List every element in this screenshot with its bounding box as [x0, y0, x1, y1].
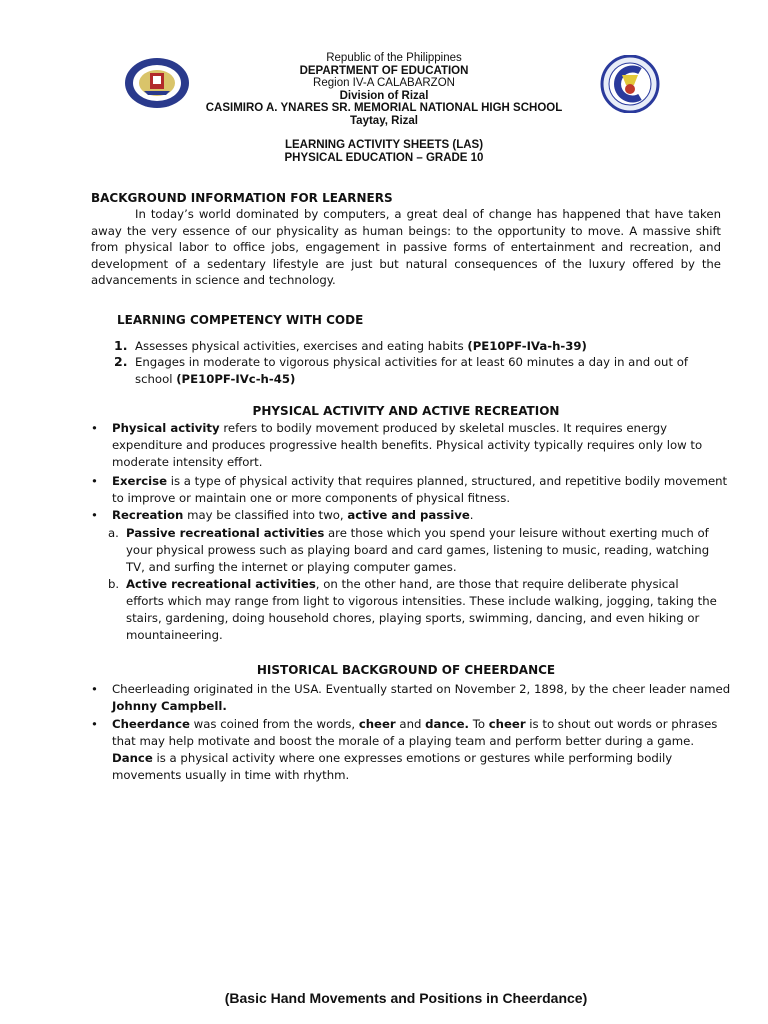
footer-title: (Basic Hand Movements and Positions in Cheerdance)	[224, 990, 588, 1006]
background-paragraph	[91, 206, 721, 289]
competency-item-1	[114, 338, 724, 355]
list-item	[91, 473, 731, 507]
sub-marker: a.	[108, 526, 119, 540]
header-department: DEPARTMENT OF EDUCATION	[299, 64, 469, 77]
sub-marker: b.	[108, 577, 120, 591]
definition: , on the other hand, are those that require deliberate physical efforts which may range from light to vigorous intensities. These include walking, jogging, taking the stairs, gardening, doing household chores, playing sports, swimming, dancing, and even hiking or mountaineering.	[126, 577, 717, 642]
term: cheer	[488, 717, 526, 731]
term: Dance	[112, 751, 153, 765]
competency-item-2	[114, 354, 724, 387]
sub-list-item	[108, 576, 718, 644]
list-item	[91, 420, 731, 471]
activity-heading: PHYSICAL ACTIVITY AND ACTIVE RECREATION	[252, 404, 560, 418]
competency-heading: LEARNING COMPETENCY WITH CODE	[117, 313, 364, 327]
header-division: Division of Rizal	[339, 89, 429, 102]
list-item	[91, 681, 731, 715]
text: is a physical activity where one expresses emotions or gestures while performing bodily movements usually in time with rhythm.	[112, 751, 673, 782]
header-school: CASIMIRO A. YNARES SR. MEMORIAL NATIONAL HIGH SCHOOL	[205, 102, 563, 114]
term: Passive recreational activities	[126, 526, 325, 540]
competency-code: (PE10PF-IVc-h-45)	[176, 371, 296, 386]
history-text: Cheerleading originated in the USA. Eventually started on November 2, 1898, by the cheer leader named	[112, 682, 731, 696]
text: is to shout out words or phrases that may help motivate and boost the morale of a playing team and perform better during a game.	[112, 717, 718, 748]
header-republic: Republic of the Philippines	[326, 52, 462, 64]
history-heading: HISTORICAL BACKGROUND OF CHEERDANCE	[256, 663, 556, 677]
term: dance.	[425, 717, 469, 731]
list-item	[91, 507, 731, 524]
bullet-icon: •	[91, 508, 98, 522]
las-subtitle: PHYSICAL EDUCATION – GRADE 10	[284, 152, 484, 164]
header-region: Region IV-A CALABARZON	[313, 77, 455, 89]
term: Physical activity	[112, 421, 220, 435]
term: Recreation	[112, 508, 184, 522]
term: cheer	[358, 717, 396, 731]
history-name: Johnny Campbell.	[112, 699, 227, 713]
text: To	[468, 717, 489, 731]
competency-number: 1.	[114, 338, 128, 353]
bullet-icon: •	[91, 717, 98, 731]
definition: are those which you spend your leisure without exerting much of your physical prowess such as playing board and card games, listening to music, reading, watching TV, and surfing the internet or playing computer games.	[126, 526, 710, 574]
competency-code: (PE10PF-IVa-h-39)	[467, 339, 587, 353]
background-text: In today’s world dominated by computers, a great deal of change has happened that have taken away the very essence of our physicality as human beings: to the opportunity to move. A massive shift from physical labor to office jobs, engagement in passive forms of entertainment and recreation, and development of a sedentary lifestyle are just but natural consequences of the luxury offered by the advancements in science and technology.	[91, 207, 721, 287]
bullet-icon: •	[91, 682, 98, 696]
background-heading: BACKGROUND INFORMATION FOR LEARNERS	[91, 191, 393, 205]
definition: is a type of physical activity that requires planned, structured, and repetitive bodily movement to improve or maintain one or more components of physical fitness.	[112, 474, 728, 505]
definition: may be classified into two,	[183, 508, 348, 522]
text: and	[395, 717, 426, 731]
term: Active recreational activities	[126, 577, 316, 591]
competency-text: Engages in moderate to vigorous physical activities for at least 60 minutes a day in and out of school	[135, 355, 689, 386]
text: was coined from the words,	[189, 717, 359, 731]
term: active and passive	[347, 508, 470, 522]
header-location: Taytay, Rizal	[350, 114, 418, 127]
definition: refers to bodily movement produced by skeletal muscles. It requires energy expenditure and produces progressive health benefits. Physical activity typically requires only low to moderate intensity effort.	[112, 421, 703, 469]
las-title: LEARNING ACTIVITY SHEETS (LAS)	[284, 139, 484, 151]
term: Cheerdance	[112, 717, 190, 731]
sub-list-item	[108, 525, 718, 576]
bullet-icon: •	[91, 421, 98, 435]
document-header	[0, 52, 768, 127]
competency-text: Assesses physical activities, exercises and eating habits	[135, 339, 468, 353]
list-item	[91, 716, 731, 784]
competency-number: 2.	[114, 354, 128, 369]
definition-tail: .	[469, 508, 474, 522]
term: Exercise	[112, 474, 168, 488]
bullet-icon: •	[91, 474, 98, 488]
